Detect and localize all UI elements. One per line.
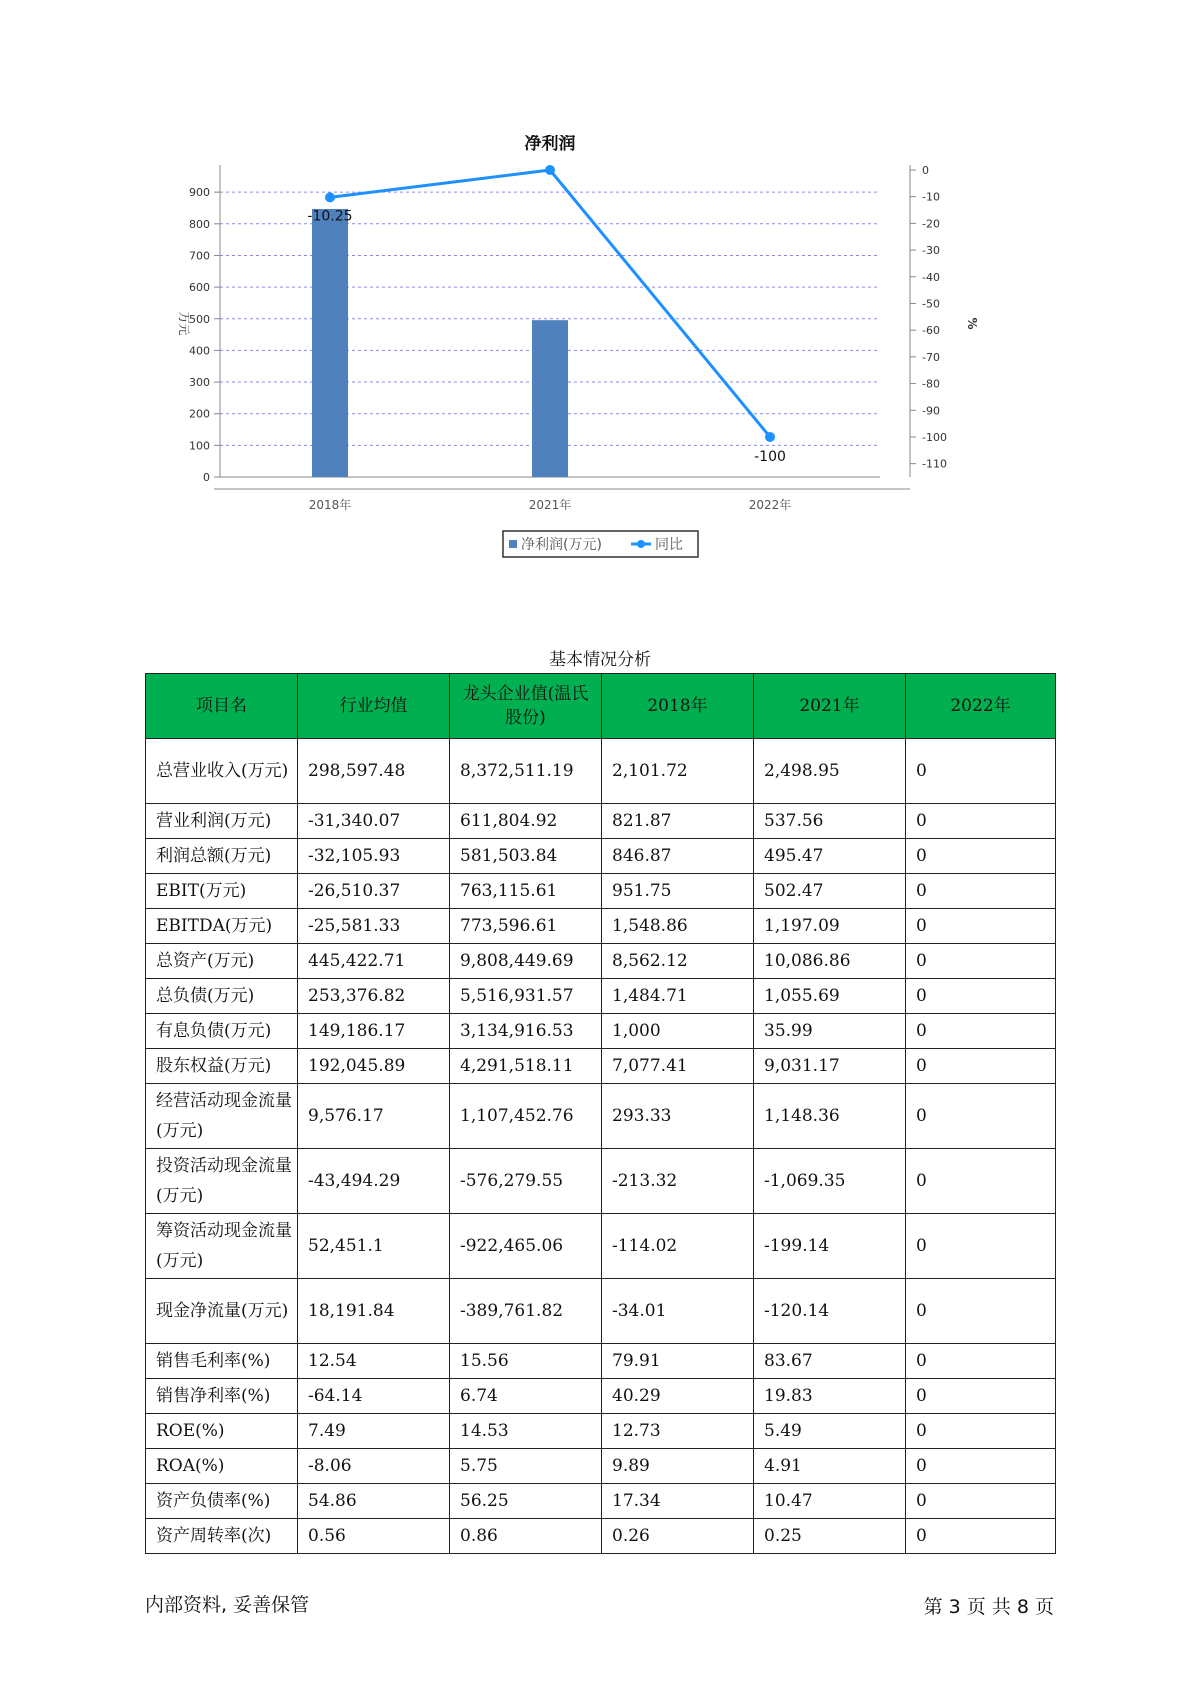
table-row [146,1214,1056,1279]
y-tick-label: 200 [189,407,210,421]
header-2022: 2022年 [906,674,1056,739]
row-value-2022: 0 [906,1414,1056,1449]
row-value-2021: -199.14 [754,1214,906,1279]
row-industry-avg: -64.14 [298,1379,450,1414]
row-leader-value: 1,107,452.76 [450,1084,602,1149]
row-item-name: 现金净流量(万元) [146,1279,298,1344]
bar-0 [312,209,348,477]
row-value-2018: 293.33 [602,1084,754,1149]
row-value-2022: 0 [906,1519,1056,1554]
x-tick-label: 2022年 [748,498,792,512]
row-value-2021: 495.47 [754,839,906,874]
row-item-name: 利润总额(万元) [146,839,298,874]
row-item-name: 销售毛利率(%) [146,1344,298,1379]
row-value-2021: 502.47 [754,874,906,909]
row-value-2022: 0 [906,1149,1056,1214]
y-tick-label: 800 [189,217,210,231]
row-industry-avg: 12.54 [298,1344,450,1379]
row-value-2018: 846.87 [602,839,754,874]
table-row [146,979,1056,1014]
row-industry-avg: 192,045.89 [298,1049,450,1084]
row-industry-avg: -8.06 [298,1449,450,1484]
row-industry-avg: -32,105.93 [298,839,450,874]
row-item-name: EBITDA(万元) [146,909,298,944]
row-leader-value: 5.75 [450,1449,602,1484]
row-item-name: 有息负债(万元) [146,1014,298,1049]
row-value-2018: 821.87 [602,804,754,839]
row-value-2021: 83.67 [754,1344,906,1379]
y2-tick-label: -90 [922,404,940,418]
y-tick-label: 0 [203,471,210,484]
y-tick-label: 400 [189,344,210,358]
row-item-name: 资产负债率(%) [146,1484,298,1519]
row-leader-value: -389,761.82 [450,1279,602,1344]
y2-tick-label: -70 [922,350,940,364]
row-leader-value: 56.25 [450,1484,602,1519]
row-value-2018: 951.75 [602,874,754,909]
row-item-name: 经营活动现金流量(万元) [146,1084,298,1149]
table-row [146,804,1056,839]
footer-page-number: 第 3 页 共 8 页 [923,1596,1054,1618]
row-item-name: 筹资活动现金流量(万元) [146,1214,298,1279]
row-value-2021: 4.91 [754,1449,906,1484]
y-tick-label: 300 [189,376,210,390]
table-row [146,1379,1056,1414]
row-leader-value: 14.53 [450,1414,602,1449]
row-value-2021: 0.25 [754,1519,906,1554]
row-value-2022: 0 [906,1214,1056,1279]
table-row [146,1049,1056,1084]
table-row [146,1084,1056,1149]
table-row [146,874,1056,909]
row-industry-avg: 149,186.17 [298,1014,450,1049]
row-industry-avg: 0.56 [298,1519,450,1554]
row-industry-avg: -25,581.33 [298,909,450,944]
table-row [146,1414,1056,1449]
y2-tick-label: -10 [922,190,940,204]
row-value-2018: -34.01 [602,1279,754,1344]
row-value-2021: 10,086.86 [754,944,906,979]
row-value-2018: 8,562.12 [602,944,754,979]
basic-analysis-table [145,673,1056,1554]
row-leader-value: 3,134,916.53 [450,1014,602,1049]
y2-tick-label: -80 [922,377,940,391]
row-value-2018: 2,101.72 [602,739,754,804]
row-value-2022: 0 [906,839,1056,874]
legend-line-marker [637,540,645,548]
row-value-2022: 0 [906,944,1056,979]
y-tick-label: 500 [189,312,210,326]
row-industry-avg: 54.86 [298,1484,450,1519]
row-value-2018: -114.02 [602,1214,754,1279]
row-value-2021: 537.56 [754,804,906,839]
row-value-2021: -1,069.35 [754,1149,906,1214]
row-leader-value: 773,596.61 [450,909,602,944]
y-tick-label: 600 [189,281,210,295]
net-profit-chart [170,135,1050,595]
row-value-2022: 0 [906,1449,1056,1484]
table-row [146,1344,1056,1379]
row-value-2022: 0 [906,1484,1056,1519]
y-tick-label: 100 [189,439,210,453]
y2-tick-label: -40 [922,270,940,284]
row-value-2022: 0 [906,1084,1056,1149]
row-value-2021: 1,055.69 [754,979,906,1014]
row-value-2022: 0 [906,739,1056,804]
legend-line-label: 同比 [655,537,683,553]
y2-tick-label: -100 [922,430,947,444]
table-row [146,839,1056,874]
row-leader-value: 611,804.92 [450,804,602,839]
row-value-2021: 2,498.95 [754,739,906,804]
header-2018: 2018年 [602,674,754,739]
row-value-2022: 0 [906,1014,1056,1049]
row-item-name: 总负债(万元) [146,979,298,1014]
data-label: -10.25 [307,208,353,225]
legend-bar-label: 净利润(万元) [521,537,602,553]
row-industry-avg: -43,494.29 [298,1149,450,1214]
row-value-2018: 79.91 [602,1344,754,1379]
row-value-2021: 9,031.17 [754,1049,906,1084]
row-value-2022: 0 [906,1344,1056,1379]
table-row [146,1484,1056,1519]
table-row [146,739,1056,804]
row-leader-value: 5,516,931.57 [450,979,602,1014]
row-industry-avg: 9,576.17 [298,1084,450,1149]
row-value-2021: 19.83 [754,1379,906,1414]
row-value-2018: 12.73 [602,1414,754,1449]
row-leader-value: 581,503.84 [450,839,602,874]
table-row [146,944,1056,979]
row-leader-value: 15.56 [450,1344,602,1379]
chart-title: 净利润 [524,135,576,154]
row-value-2022: 0 [906,874,1056,909]
row-leader-value: 4,291,518.11 [450,1049,602,1084]
header-industry-avg: 行业均值 [298,674,450,739]
row-value-2021: 10.47 [754,1484,906,1519]
table-row [146,909,1056,944]
row-leader-value: 9,808,449.69 [450,944,602,979]
row-value-2021: 35.99 [754,1014,906,1049]
y-axis-label: 万元 [177,311,191,336]
row-industry-avg: -26,510.37 [298,874,450,909]
row-value-2022: 0 [906,979,1056,1014]
row-value-2022: 0 [906,1379,1056,1414]
row-value-2021: 5.49 [754,1414,906,1449]
footer-confidential-note: 内部资料, 妥善保管 [145,1594,310,1616]
row-value-2018: 17.34 [602,1484,754,1519]
row-leader-value: 0.86 [450,1519,602,1554]
row-item-name: 资产周转率(次) [146,1519,298,1554]
data-label: -100 [754,448,786,465]
row-leader-value: 8,372,511.19 [450,739,602,804]
row-value-2018: 1,484.71 [602,979,754,1014]
table-row [146,1279,1056,1344]
row-industry-avg: 298,597.48 [298,739,450,804]
row-value-2022: 0 [906,909,1056,944]
legend-bar-swatch [509,540,517,548]
row-value-2021: -120.14 [754,1279,906,1344]
x-tick-label: 2021年 [528,498,572,512]
table-header-row [146,674,1056,739]
row-value-2018: 1,548.86 [602,909,754,944]
row-value-2018: 7,077.41 [602,1049,754,1084]
y2-tick-label: -20 [922,217,940,231]
row-item-name: 总资产(万元) [146,944,298,979]
row-industry-avg: 253,376.82 [298,979,450,1014]
y-tick-label: 900 [189,186,210,200]
y2-tick-label: -60 [922,324,940,338]
header-2021: 2021年 [754,674,906,739]
yoy-point-1 [545,165,555,175]
row-value-2018: 1,000 [602,1014,754,1049]
y2-tick-label: 0 [922,164,929,177]
y2-tick-label: -50 [922,297,940,311]
row-item-name: ROA(%) [146,1449,298,1484]
yoy-point-2 [765,432,775,442]
row-industry-avg: 7.49 [298,1414,450,1449]
row-industry-avg: 445,422.71 [298,944,450,979]
row-value-2018: -213.32 [602,1149,754,1214]
x-tick-label: 2018年 [308,498,352,512]
table-title: 基本情况分析 [549,650,651,670]
header-item-name: 项目名 [146,674,298,739]
y2-tick-label: -30 [922,244,940,258]
row-value-2018: 0.26 [602,1519,754,1554]
row-item-name: ROE(%) [146,1414,298,1449]
y2-tick-label: -110 [922,457,947,471]
row-item-name: 销售净利率(%) [146,1379,298,1414]
row-item-name: 总营业收入(万元) [146,739,298,804]
table-body [146,739,1056,1554]
table-row [146,1149,1056,1214]
row-value-2021: 1,197.09 [754,909,906,944]
row-value-2018: 9.89 [602,1449,754,1484]
row-leader-value: -576,279.55 [450,1149,602,1214]
row-industry-avg: 18,191.84 [298,1279,450,1344]
row-item-name: 股东权益(万元) [146,1049,298,1084]
row-item-name: EBIT(万元) [146,874,298,909]
row-value-2022: 0 [906,804,1056,839]
row-value-2022: 0 [906,1279,1056,1344]
yoy-point-0 [325,192,335,202]
row-value-2022: 0 [906,1049,1056,1084]
row-value-2018: 40.29 [602,1379,754,1414]
row-item-name: 投资活动现金流量(万元) [146,1149,298,1214]
table-row [146,1014,1056,1049]
row-leader-value: -922,465.06 [450,1214,602,1279]
row-item-name: 营业利润(万元) [146,804,298,839]
bar-1 [532,320,568,477]
row-industry-avg: -31,340.07 [298,804,450,839]
y2-axis-label: % [965,317,979,330]
row-industry-avg: 52,451.1 [298,1214,450,1279]
y-tick-label: 700 [189,249,210,263]
table-row [146,1519,1056,1554]
row-leader-value: 763,115.61 [450,874,602,909]
row-value-2021: 1,148.36 [754,1084,906,1149]
chart-canvas [170,135,1050,595]
row-leader-value: 6.74 [450,1379,602,1414]
header-leader-value: 龙头企业值(温氏股份) [450,674,602,739]
table-row [146,1449,1056,1484]
